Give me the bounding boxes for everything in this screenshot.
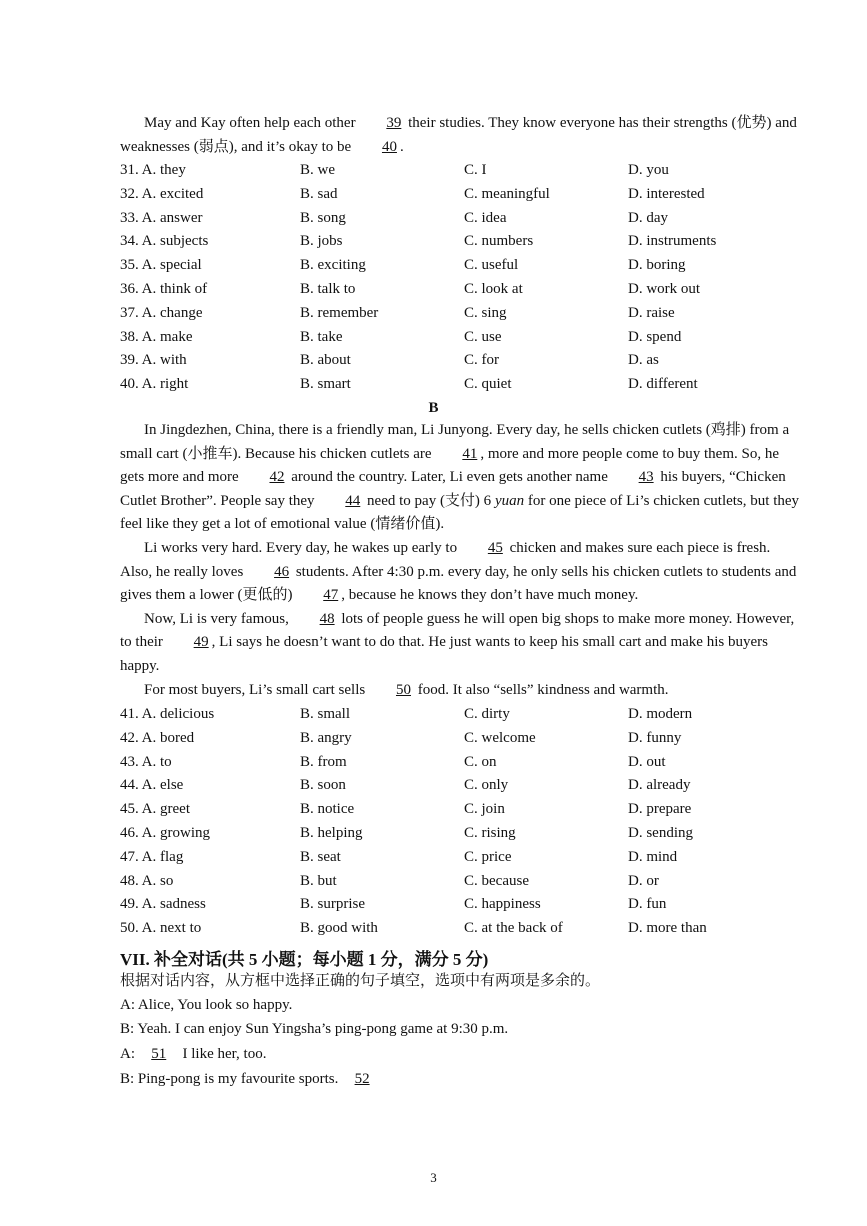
option-d[interactable]: D. or	[628, 872, 659, 889]
text: their studies. They know everyone has their strengths (优势) and weaknesses (弱点), and it’s okay to be	[120, 115, 797, 155]
blank-44: 44	[345, 492, 361, 509]
option-a[interactable]: 45. A. greet	[120, 801, 190, 818]
text: Li works very hard. Every day, he wakes up early to	[144, 539, 458, 556]
option-c[interactable]: C. look at	[464, 280, 523, 297]
option-row	[120, 207, 820, 231]
option-b[interactable]: B. but	[300, 872, 337, 889]
text: May and Kay often help each other	[144, 115, 356, 131]
options-list-b	[120, 703, 820, 941]
option-c[interactable]: C. useful	[464, 257, 519, 274]
blank-48: 48	[319, 610, 335, 627]
text: students. After 4:30 p.m. every day, he only sells his chicken cutlets to students and gives them a lower (更低的)	[120, 563, 797, 604]
option-a[interactable]: 41. A. delicious	[120, 706, 215, 722]
option-d[interactable]: D. as	[628, 352, 659, 369]
speaker-label: A:	[120, 1046, 135, 1062]
text: Now, Li is very famous,	[144, 610, 289, 627]
option-d[interactable]: D. work out	[628, 280, 701, 297]
option-d[interactable]: D. interested	[628, 185, 705, 202]
option-b[interactable]: B. smart	[300, 376, 351, 393]
option-c[interactable]: C. only	[464, 777, 509, 794]
section-7-title: VII. 补全对话(共 5 小题；每小题 1 分，满分 5 分)	[120, 950, 489, 969]
option-b[interactable]: B. exciting	[300, 257, 366, 274]
option-d[interactable]: D. prepare	[628, 801, 692, 818]
text: for one piece of Li’s chicken cutlets, but they feel like they get a lot of emotional value (情绪价值).	[120, 492, 800, 533]
option-c[interactable]: C. for	[464, 352, 499, 369]
option-d[interactable]: D. modern	[628, 706, 693, 722]
text: , Li says he doesn’t want to do that. He just wants to keep his small cart and make his buyers happy.	[120, 634, 768, 674]
option-row	[120, 870, 820, 894]
option-a[interactable]: 35. A. special	[120, 257, 202, 274]
option-d[interactable]: D. instruments	[628, 233, 717, 250]
text: chicken and makes sure each piece is fresh. Also, he really loves	[120, 539, 771, 580]
option-c[interactable]: C. on	[464, 753, 497, 770]
text: , more and more people come to buy them. So, he gets more and more	[120, 445, 779, 486]
option-a[interactable]: 34. A. subjects	[120, 233, 209, 250]
option-row	[120, 302, 820, 326]
option-b[interactable]: B. take	[300, 328, 343, 345]
text: For most buyers, Li’s small cart sells	[144, 681, 366, 698]
option-row	[120, 349, 820, 373]
blank-52: 52	[354, 1071, 370, 1087]
blank-46: 46	[274, 563, 290, 580]
option-a[interactable]: 44. A. else	[120, 777, 184, 794]
option-c[interactable]: C. numbers	[464, 233, 534, 250]
option-row	[120, 893, 820, 917]
passage-b	[120, 419, 804, 702]
option-d[interactable]: D. already	[628, 777, 691, 794]
text: lots of people guess he will open big shops to make more money. However, to their	[120, 610, 795, 651]
option-a[interactable]: 42. A. bored	[120, 729, 195, 746]
option-b[interactable]: B. from	[300, 753, 347, 770]
option-c[interactable]: C. because	[464, 872, 529, 889]
option-a[interactable]: 32. A. excited	[120, 185, 204, 202]
dialogue-line-3	[120, 1043, 810, 1065]
blank-43: 43	[638, 469, 654, 486]
option-c[interactable]: C. rising	[464, 824, 516, 841]
option-a[interactable]: 48. A. so	[120, 872, 174, 889]
option-c[interactable]: C. price	[464, 848, 512, 865]
passage-b-paragraph-4	[120, 679, 804, 703]
option-c[interactable]: C. meaningful	[464, 185, 550, 202]
dialogue-line-4	[120, 1068, 810, 1090]
option-row	[120, 846, 820, 870]
option-row	[120, 230, 820, 254]
blank-49: 49	[193, 634, 209, 651]
option-a[interactable]: 46. A. growing	[120, 824, 210, 841]
blank-42: 42	[269, 469, 285, 486]
option-a[interactable]: 36. A. think of	[120, 280, 208, 297]
dialogue-line-2: B: Yeah. I can enjoy Sun Yingsha’s ping-pong game at 9:30 p.m.	[120, 1021, 509, 1037]
option-c[interactable]: C. idea	[464, 209, 507, 226]
option-row	[120, 798, 820, 822]
option-d[interactable]: D. spend	[628, 328, 682, 345]
option-d[interactable]: D. fun	[628, 896, 667, 913]
option-row	[120, 159, 820, 183]
option-d[interactable]: D. out	[628, 753, 666, 770]
option-d[interactable]: D. mind	[628, 848, 678, 865]
option-row	[120, 751, 820, 775]
text: B: Ping-pong is my favourite sports.	[120, 1071, 339, 1087]
dialogue-line-1: A: Alice, You look so happy.	[120, 997, 293, 1013]
option-row	[120, 278, 820, 302]
option-c[interactable]: C. quiet	[464, 376, 512, 393]
blank-39: 39	[386, 115, 402, 131]
option-row	[120, 373, 820, 397]
option-b[interactable]: B. sad	[300, 185, 338, 202]
option-row	[120, 727, 820, 751]
option-row	[120, 703, 820, 727]
option-a[interactable]: 43. A. to	[120, 753, 172, 770]
option-a[interactable]: 50. A. next to	[120, 920, 202, 937]
option-a[interactable]: 39. A. with	[120, 352, 187, 369]
passage-a-paragraph	[120, 112, 804, 159]
option-d[interactable]: D. more than	[628, 920, 707, 937]
blank-41: 41	[462, 445, 478, 462]
page-number: 3	[430, 1170, 437, 1185]
option-a[interactable]: 37. A. change	[120, 304, 203, 321]
option-a[interactable]: 31. A. they	[120, 162, 186, 178]
option-c[interactable]: C. join	[464, 801, 505, 818]
option-row	[120, 917, 820, 941]
option-b[interactable]: B. remember	[300, 304, 379, 321]
blank-50: 50	[395, 681, 411, 698]
option-row	[120, 183, 820, 207]
option-a[interactable]: 49. A. sadness	[120, 896, 206, 913]
option-b[interactable]: B. soon	[300, 777, 346, 794]
options-list-a	[120, 159, 820, 397]
option-a[interactable]: 38. A. make	[120, 328, 193, 345]
option-c[interactable]: C. at the back of	[464, 920, 563, 937]
option-d[interactable]: D. sending	[628, 824, 693, 841]
option-d[interactable]: D. day	[628, 209, 668, 226]
option-a[interactable]: 47. A. flag	[120, 848, 184, 865]
option-a[interactable]: 40. A. right	[120, 376, 189, 393]
option-c[interactable]: C. sing	[464, 304, 507, 321]
option-b[interactable]: B. good with	[300, 920, 378, 937]
option-b[interactable]: B. small	[300, 706, 351, 722]
passage-b-paragraph-1	[120, 419, 804, 537]
text: .	[399, 138, 404, 155]
passage-b-paragraph-2	[120, 537, 804, 608]
option-c[interactable]: C. dirty	[464, 706, 510, 722]
text: need to pay (支付) 6	[367, 492, 495, 509]
option-b[interactable]: B. talk to	[300, 280, 356, 297]
option-row	[120, 822, 820, 846]
text: food. It also “sells” kindness and warmth.	[417, 681, 669, 698]
option-b[interactable]: B. notice	[300, 801, 355, 818]
text: In Jingdezhen, China, there is a friendly man, Li Junyong. Every day, he sells chicken cutlets (鸡排) from a small cart (小推车). Because his chicken cutlets are	[120, 422, 790, 462]
option-b[interactable]: B. jobs	[300, 233, 343, 250]
option-b[interactable]: B. about	[300, 352, 351, 369]
option-d[interactable]: D. you	[628, 162, 669, 178]
option-b[interactable]: B. surprise	[300, 896, 365, 913]
option-row	[120, 774, 820, 798]
option-b[interactable]: B. angry	[300, 729, 352, 746]
option-c[interactable]: C. welcome	[464, 729, 536, 746]
option-row	[120, 326, 820, 350]
text-italic: yuan	[494, 492, 525, 509]
passage-b-paragraph-3	[120, 608, 804, 679]
option-d[interactable]: D. raise	[628, 304, 675, 321]
option-b[interactable]: B. song	[300, 209, 346, 226]
passage-a-ending	[120, 112, 804, 159]
text: , because he knows they don’t have much money.	[341, 587, 639, 604]
text: his buyers, “Chicken Cutlet Brother”. People say they	[120, 469, 786, 509]
option-c[interactable]: C. happiness	[464, 896, 541, 913]
text: around the country. Later, Li even gets another name	[291, 469, 608, 486]
blank-45: 45	[487, 539, 503, 556]
option-c[interactable]: C. use	[464, 328, 502, 345]
option-b[interactable]: B. we	[300, 162, 335, 178]
option-b[interactable]: B. helping	[300, 824, 363, 841]
blank-51: 51	[151, 1046, 167, 1062]
option-d[interactable]: D. boring	[628, 257, 686, 274]
option-d[interactable]: D. funny	[628, 729, 682, 746]
option-a[interactable]: 33. A. answer	[120, 209, 203, 226]
option-b[interactable]: B. seat	[300, 848, 341, 865]
option-c[interactable]: C. I	[464, 162, 487, 178]
section-7-instruction: 根据对话内容，从方框中选择正确的句子填空，选项中有两项是多余的。	[120, 971, 601, 989]
blank-47: 47	[323, 587, 339, 604]
option-d[interactable]: D. different	[628, 376, 698, 393]
blank-40: 40	[381, 138, 397, 155]
section-b-title: B	[428, 400, 439, 416]
option-row	[120, 254, 820, 278]
text: I like her, too.	[182, 1046, 267, 1062]
